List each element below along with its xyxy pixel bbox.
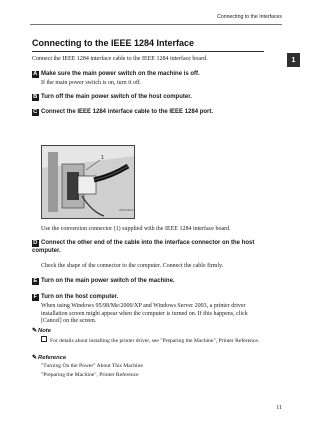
callout-1: 1	[101, 155, 104, 161]
step-4	[32, 240, 264, 255]
page-number: 11	[276, 405, 282, 411]
chapter-tab: 1	[287, 53, 300, 67]
step-detail: When using Windows 95/98/Me/2000/XP and Windows Server 2003, a printer driver installation screen might appear when the computer is turned on. If this happens, click [Cancel] on the screen.	[41, 303, 248, 325]
running-header: Connecting to the Interfaces	[217, 14, 282, 20]
step-5	[32, 278, 264, 286]
step-6	[32, 294, 264, 302]
step-number: E	[33, 278, 38, 284]
figure-code: ANIGN016	[119, 208, 134, 212]
step-number: A	[33, 71, 38, 77]
step-text: Connect the IEEE 1284 interface cable to the IEEE 1284 port.	[41, 109, 214, 115]
checkbox-bullet-icon	[41, 336, 47, 342]
pencil-note-icon: ✎	[32, 328, 38, 334]
step-detail: If the main power switch is on, turn it off.	[41, 80, 142, 86]
figure-caption: Use the conversion connector (1) supplied with the IEEE 1284 interface board.	[41, 226, 231, 232]
step-number: D	[33, 240, 38, 246]
reference-heading: ✎Reference	[32, 355, 67, 361]
header-divider	[30, 24, 282, 25]
note-heading: ✎Note	[32, 328, 51, 334]
step-text: Turn off the main power switch of the host computer.	[41, 94, 192, 100]
step-text: Turn on the host computer.	[41, 294, 119, 300]
reference-icon: ✎	[32, 355, 38, 361]
step-text: Turn on the main power switch of the machine.	[41, 278, 175, 284]
step-2	[32, 94, 264, 102]
title-divider	[32, 51, 264, 52]
step-3	[32, 109, 264, 117]
section-title: Connecting to the IEEE 1284 Interface	[32, 38, 195, 48]
step-1	[32, 71, 264, 79]
note-item: For details about installing the printer driver, see "Preparing the Machine", Printer Reference.	[41, 336, 264, 345]
section-intro: Connect the IEEE 1284 interface cable to the IEEE 1284 interface board.	[32, 56, 208, 62]
step-text: Connect the other end of the cable into the interface connector on the host computer.	[32, 240, 255, 254]
step-number: B	[33, 94, 38, 100]
step-number: F	[33, 294, 38, 300]
reference-line: "Preparing the Machine", Printer Reference	[41, 372, 139, 378]
reference-line: "Turning On the Power" About This Machine	[41, 363, 143, 369]
step-detail: Check the shape of the connector to the computer. Connect the cable firmly.	[41, 263, 224, 269]
step-number: C	[33, 109, 38, 115]
step-text: Make sure the main power switch on the machine is off.	[41, 71, 200, 77]
